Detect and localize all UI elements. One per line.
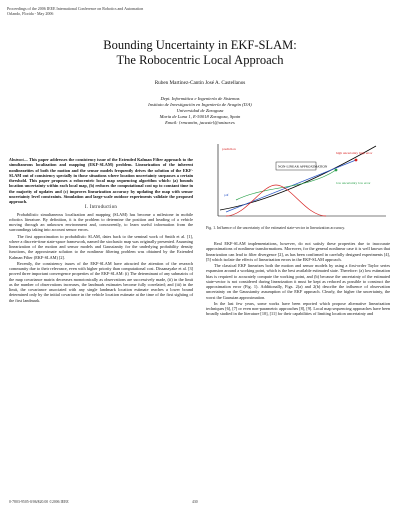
figure-1-plot (206, 140, 390, 220)
low-uncertainty-curve (236, 170, 336, 200)
authors: Ruben Martinez-Cantin José A. Castellanos (154, 80, 246, 86)
affiliation-line: Instituto de Investigación en Ingeniería de Aragón (I3A) (148, 102, 252, 107)
title-line-2: The Robocentric Local Approach (116, 53, 284, 67)
page-number: 430 (192, 500, 198, 504)
high-error-point (355, 159, 358, 162)
figure-caption: Fig. 1. Influence of the uncertainty of the estimated state-vector in linearization accuracy. (206, 226, 345, 230)
low-error-point (335, 169, 338, 172)
title-line-1: Bounding Uncertainty in EKF-SLAM: (103, 38, 297, 52)
pdf-label: pdf (224, 193, 229, 197)
paragraph: Probabilistic simultaneous localization and mapping (SLAM) has become a milestone in mobile robotics literature. By definition, it is the problem to determine the position and heading of a vehicle moving through an unknown environment and, concurrently, to learn useful information from the surroundings taking into account sensor errors. (9, 211, 193, 233)
affiliation-line: Universidad de Zaragoza (176, 108, 224, 113)
nonlinear-label: NON-LINEAR APPROXIMATION (278, 164, 328, 169)
prediction-label: prediction (222, 147, 236, 151)
proceedings-header (7, 6, 187, 16)
nonlinear-function-curve (220, 146, 376, 210)
header-line-1: Proceedings of the 2006 IEEE International Conference on Robotics and Automation (7, 6, 144, 11)
affiliation (20, 96, 380, 126)
affiliation-line: María de Luna 1, E-50018 Zaragoza, Spain (159, 114, 241, 119)
abstract-label: Abstract— (9, 157, 28, 162)
paragraph: The classical EKF linearizes both the motion and sensor models by using a first-order Taylor series expansion around a working point, which is the best available estimated state. Therefore: (a) low estimation bias is required to accurately compute the working point, and (b) because the uncertainty of the estimated state-vector is not considered during linearization it must be kept as reduced as possible to construct the approximation error (Fig. 1). Additionally, Figs. 2(a) and 2(b) describe the influence of observation uncertainty on the Gaussianity assumption of the EKF approach. Clearly, the higher the uncertainty, the worst the Gaussian approximation. (206, 263, 390, 300)
copyright-footer: 0-7803-9505-0/06/$20.00 ©2006 IEEE (9, 500, 69, 504)
figure-1 (206, 140, 390, 220)
left-column (9, 157, 193, 304)
pdf-curve (226, 185, 326, 216)
paragraph: The first approximation to probabilistic SLAM, dates back to the seminal work of Smith et al. [1], where a discrete-time state-space framework, named the stochastic map was originally presented. Assuming linearization of the motion and sensor models and Gaussianity for the underlying probability density functions, the approximate solution to the nonlinear filtering problem was obtained by the Extended Kalman Filter (EKF-SLAM) [2]. (9, 233, 193, 260)
abstract (9, 157, 193, 204)
header-line-2: Orlando, Florida - May 2006 (7, 11, 54, 16)
paragraph: Real EKF-SLAM implementations, however, do not satisfy these properties due to inaccurate approximations of nonlinear transformations. Moreover, for the general nonlinear case it is well known that linearization can lead to filter divergence [2], as has been confirmed in carefully designed experiments [4], [5] which isolate the effects of linearization errors in the EKF-SLAM approach. (206, 241, 390, 262)
right-column (206, 241, 390, 318)
affiliation-line: Dept. Informática e Ingeniería de Sistemas (160, 96, 240, 101)
high-uncertainty-label: high uncertainty high error (336, 151, 373, 155)
abstract-text: This paper addresses the consistency issue of the Extended Kalman Filter approach to the simultaneous localization and mapping (EKF-SLAM) problem. Linearization of the inherent nonlinearities of both the motion and the sensor models frequently drives the solution of the EKF-SLAM out of consistency specially in those situations where location uncertainty surpasses a certain threshold. This paper proposes a robocentric local map sequencing algorithm which: (a) bounds location uncertainty within each local map, (b) reduces the computational cost up to constant time in the majority of updates and (c) improves linearization accuracy by updating the map with sensor uncertainty level constraints. Simulation and large-scale outdoor experiments validate the proposed approach. (9, 157, 193, 204)
paper-title (20, 38, 380, 68)
paragraph: Recently, the consistency issues of the EKF-SLAM have attracted the attention of the research community due to their relevance, even with higher priority than computational cost. Dissanayake et al. [3] proved three important convergence properties of the EKF-SLAM: (i) The determinant of any submatrix of the map covariance matrix decreases monotonically as observations are successively made, (ii) in the limit as the number of observations increases, the landmark estimates become fully correlated; and (iii) in the limit, the covariance associated with any single landmark location estimate reaches a lower bound determined only by the initial covariance in the vehicle location estimate at the time of the first sighting of the first landmark. (9, 260, 193, 303)
affiliation-email: Email: {rmcantin, jacaste}@unizar.es (165, 120, 235, 125)
section-heading: I. Introduction (84, 205, 118, 211)
low-uncertainty-label: low uncertainty low error (336, 181, 371, 185)
paragraph: In the last few years, some works have been reported which propose alternative linearization techniques [6], [7] or even non-parametric approaches [8], [9]. Local map sequencing approaches have been broadly studied in the literature [10], [11] for their capabilities of limiting location uncertainty and (206, 300, 390, 317)
